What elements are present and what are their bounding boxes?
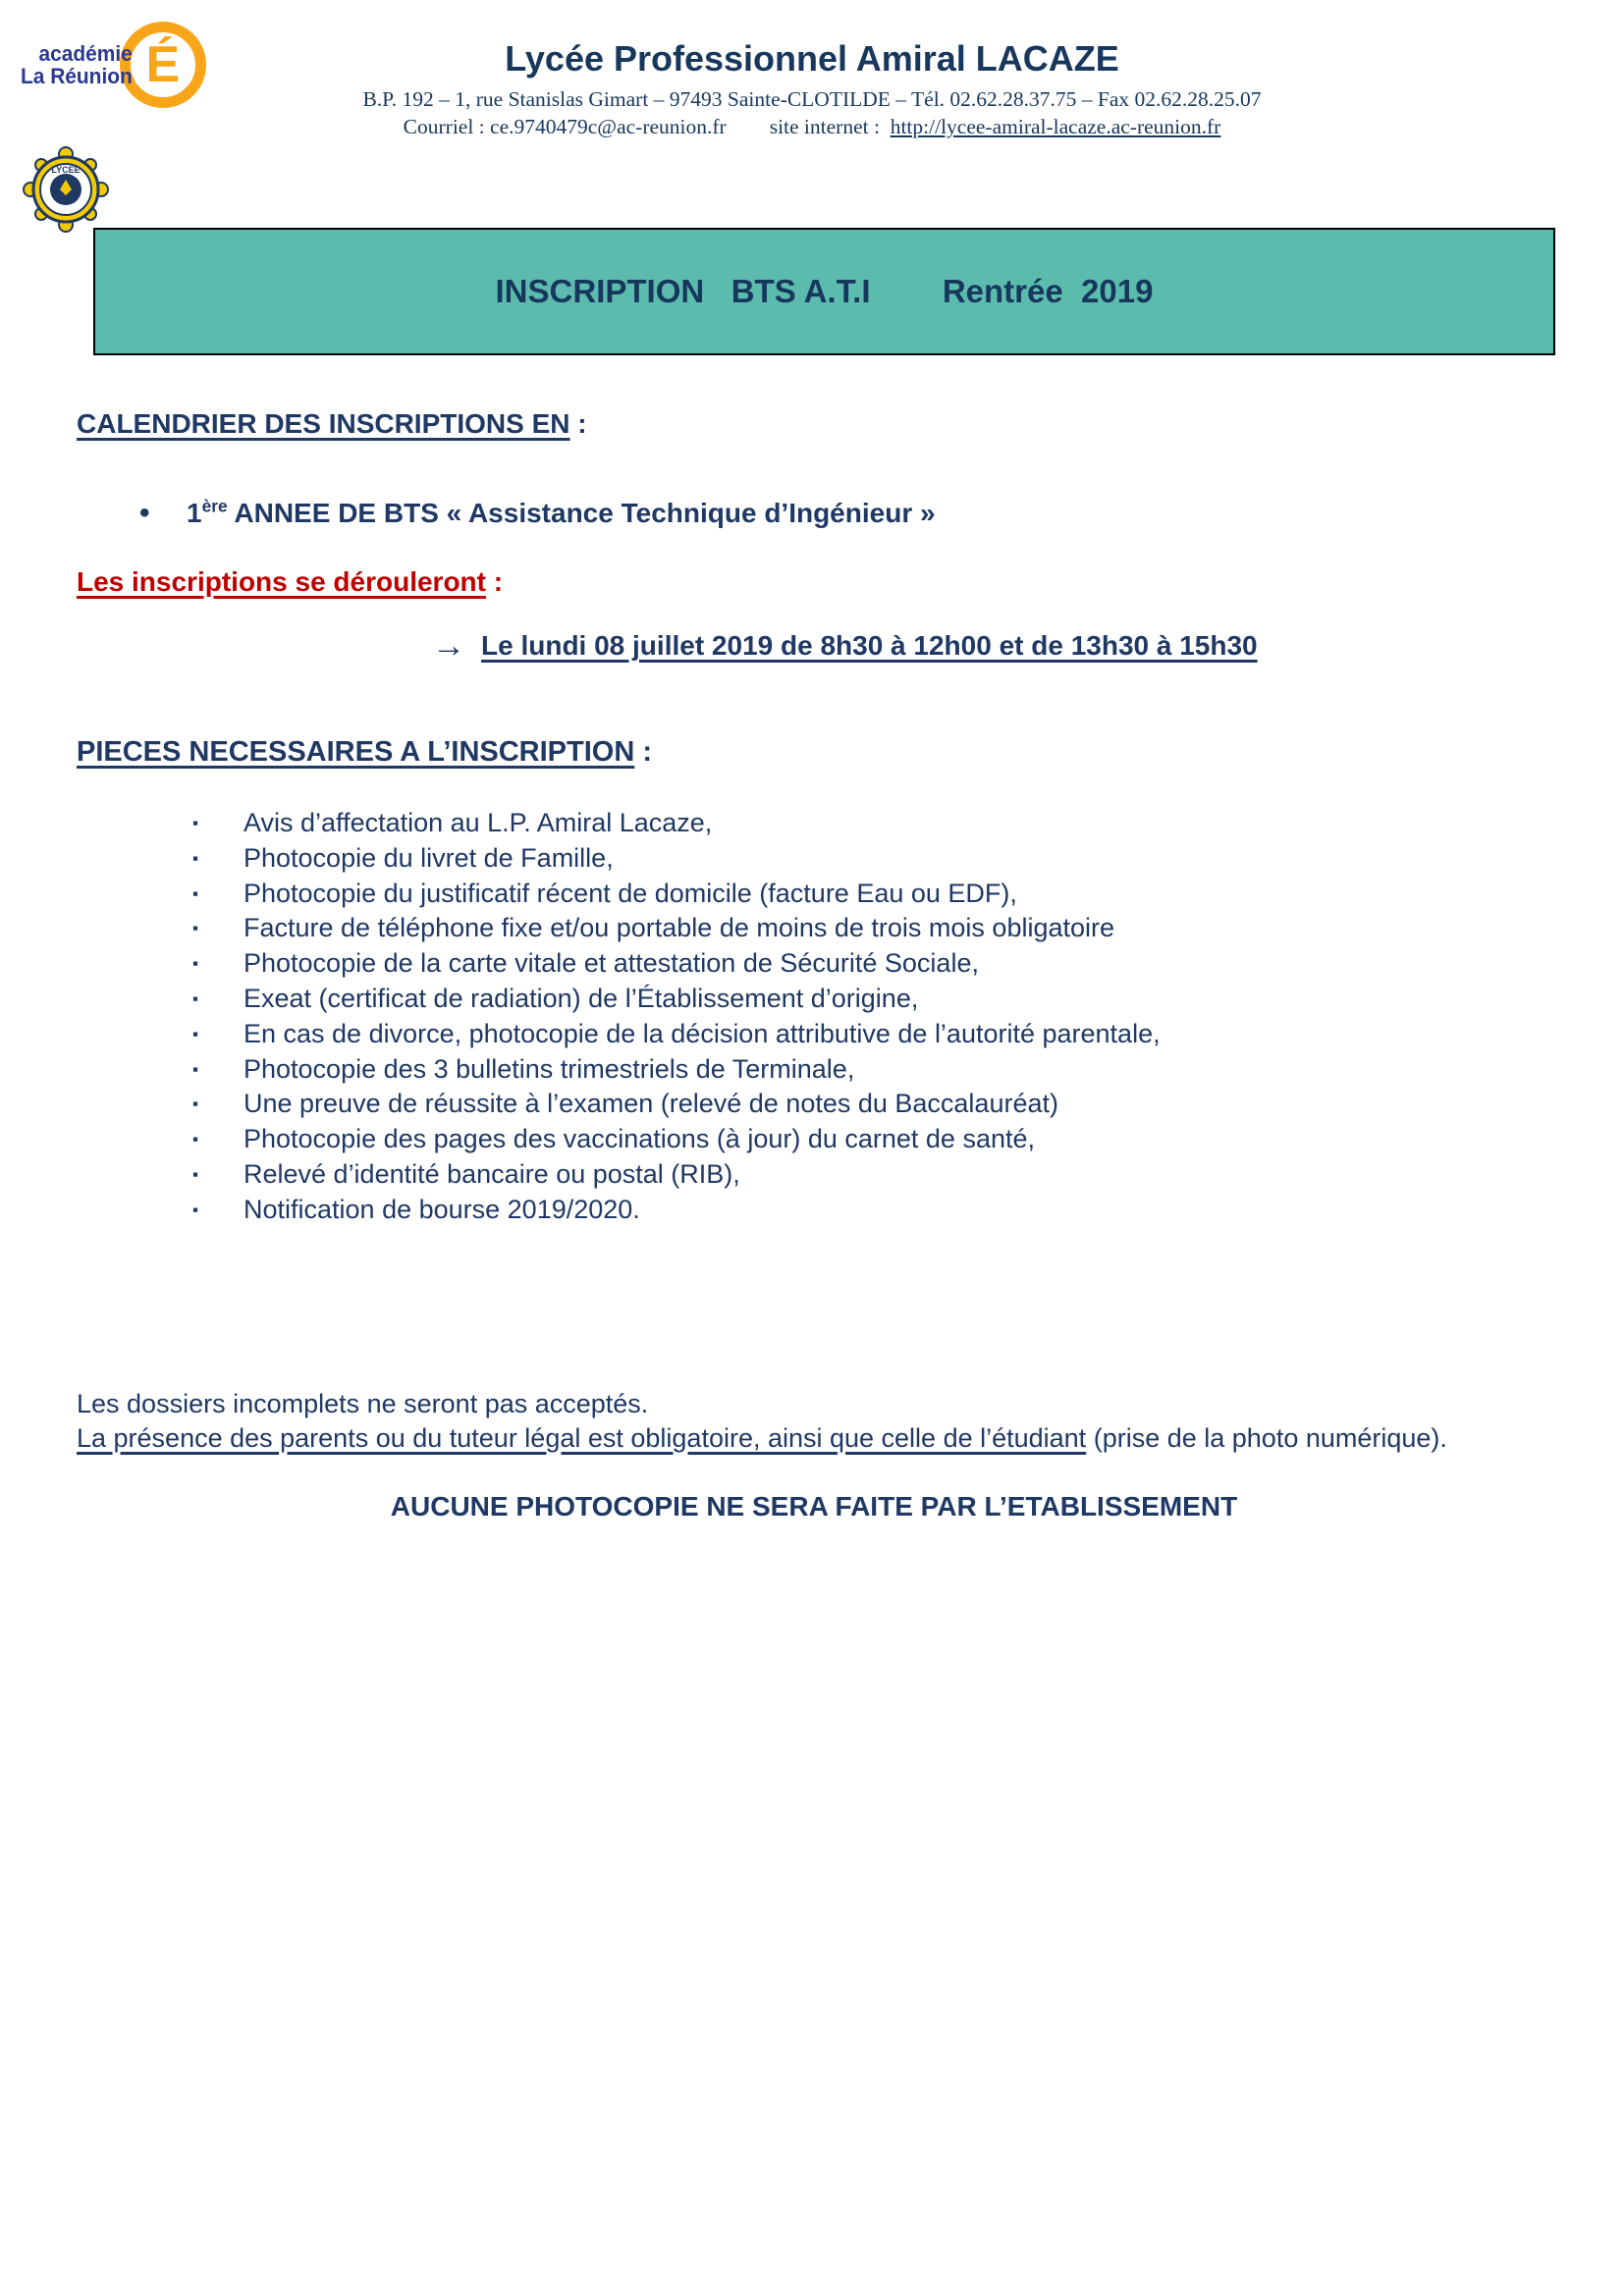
square-bullet-icon: ▪	[192, 814, 199, 832]
list-item: ▪ Photocopie de la carte vitale et attestation de Sécurité Sociale,	[192, 946, 1551, 982]
note-line2: La présence des parents ou du tuteur légal est obligatoire, ainsi que celle de l’étudiant (prise de la photo numérique).	[77, 1422, 1447, 1453]
pieces-heading: PIECES NECESSAIRES A L’INSCRIPTION :	[77, 736, 653, 768]
schedule-line	[432, 627, 1551, 665]
list-item: ▪ Une preuve de réussite à l’examen (relevé de notes du Baccalauréat)	[192, 1087, 1551, 1122]
email-value: ce.9740479c@ac-reunion.fr	[490, 115, 727, 138]
academie-e-ring-icon	[120, 22, 206, 108]
site-label: site internet :	[769, 115, 891, 138]
note-line1: Les dossiers incomplets ne seront pas acceptés.	[77, 1388, 649, 1418]
ship-wheel-icon	[14, 145, 118, 234]
square-bullet-icon: ▪	[192, 1200, 199, 1219]
letterhead	[0, 0, 1624, 141]
contact-line	[0, 112, 1624, 141]
school-address: B.P. 192 – 1, rue Stanislas Gimart – 97493 Sainte-CLOTILDE – Tél. 02.62.28.37.75 – Fax 02.62.28.25.07	[362, 87, 1262, 111]
round-bullet-icon: •	[139, 497, 150, 529]
school-crest-logo	[14, 145, 118, 239]
square-bullet-icon: ▪	[192, 954, 199, 974]
arrow-right-icon: →	[432, 627, 465, 665]
academie-logo-text	[21, 42, 133, 87]
square-bullet-icon: ▪	[192, 1130, 199, 1149]
title-banner	[93, 228, 1555, 355]
list-item: ▪ Relevé d’identité bancaire ou postal (RIB),	[192, 1157, 1551, 1193]
list-item: ▪ Facture de téléphone fixe et/ou portable de moins de trois mois obligatoire	[192, 911, 1551, 946]
list-item: ▪ Photocopie du livret de Famille,	[192, 841, 1551, 877]
list-item: ▪ Exeat (certificat de radiation) de l’Établissement d’origine,	[192, 982, 1551, 1017]
academie-reunion-logo	[18, 22, 206, 108]
page-title: Lycée Professionnel Amiral LACAZE	[505, 38, 1119, 79]
schedule-date: Le lundi 08 juillet 2019 de 8h30 à 12h00 et de 13h30 à 15h30	[481, 630, 1258, 661]
bts-item-text: 1ère ANNEE DE BTS « Assistance Technique d’Ingénieur »	[187, 496, 936, 528]
website-link[interactable]: http://lycee-amiral-lacaze.ac-reunion.fr	[890, 115, 1221, 138]
square-bullet-icon: ▪	[192, 848, 199, 868]
inscriptions-heading: Les inscriptions se dérouleront :	[77, 566, 504, 597]
academie-e-letter: É	[145, 36, 181, 93]
list-item: ▪ Photocopie des 3 bulletins trimestriels de Terminale,	[192, 1052, 1551, 1088]
list-item: ▪ Avis d’affectation au L.P. Amiral Lacaze,	[192, 806, 1551, 841]
email-label: Courriel :	[403, 115, 491, 138]
pieces-list	[77, 806, 1551, 1228]
square-bullet-icon: ▪	[192, 919, 199, 938]
bts-list-item	[77, 495, 1551, 532]
footer-notice: AUCUNE PHOTOCOPIE NE SERA FAITE PAR L’ETABLISSEMENT	[390, 1490, 1238, 1522]
crest-label: LYCEE	[51, 165, 81, 175]
square-bullet-icon: ▪	[192, 1024, 199, 1043]
list-item: ▪ Notification de bourse 2019/2020.	[192, 1193, 1551, 1228]
notes-paragraph	[77, 1387, 1551, 1456]
square-bullet-icon: ▪	[192, 883, 199, 903]
document-body	[0, 406, 1624, 1522]
list-item: ▪ Photocopie des pages des vaccinations (à jour) du carnet de santé,	[192, 1122, 1551, 1157]
square-bullet-icon: ▪	[192, 1095, 199, 1114]
list-item: ▪ En cas de divorce, photocopie de la décision attributive de l’autorité parentale,	[192, 1017, 1551, 1052]
square-bullet-icon: ▪	[192, 988, 199, 1008]
academie-logo-line2: La Réunion	[20, 64, 133, 88]
square-bullet-icon: ▪	[192, 1059, 199, 1079]
square-bullet-icon: ▪	[192, 1164, 199, 1184]
academie-logo-line1: académie	[38, 41, 133, 66]
calendrier-heading: CALENDRIER DES INSCRIPTIONS EN :	[77, 408, 587, 439]
list-item: ▪ Photocopie du justificatif récent de domicile (facture Eau ou EDF),	[192, 877, 1551, 912]
banner-title: INSCRIPTION BTS A.T.I Rentrée 2019	[495, 273, 1154, 309]
